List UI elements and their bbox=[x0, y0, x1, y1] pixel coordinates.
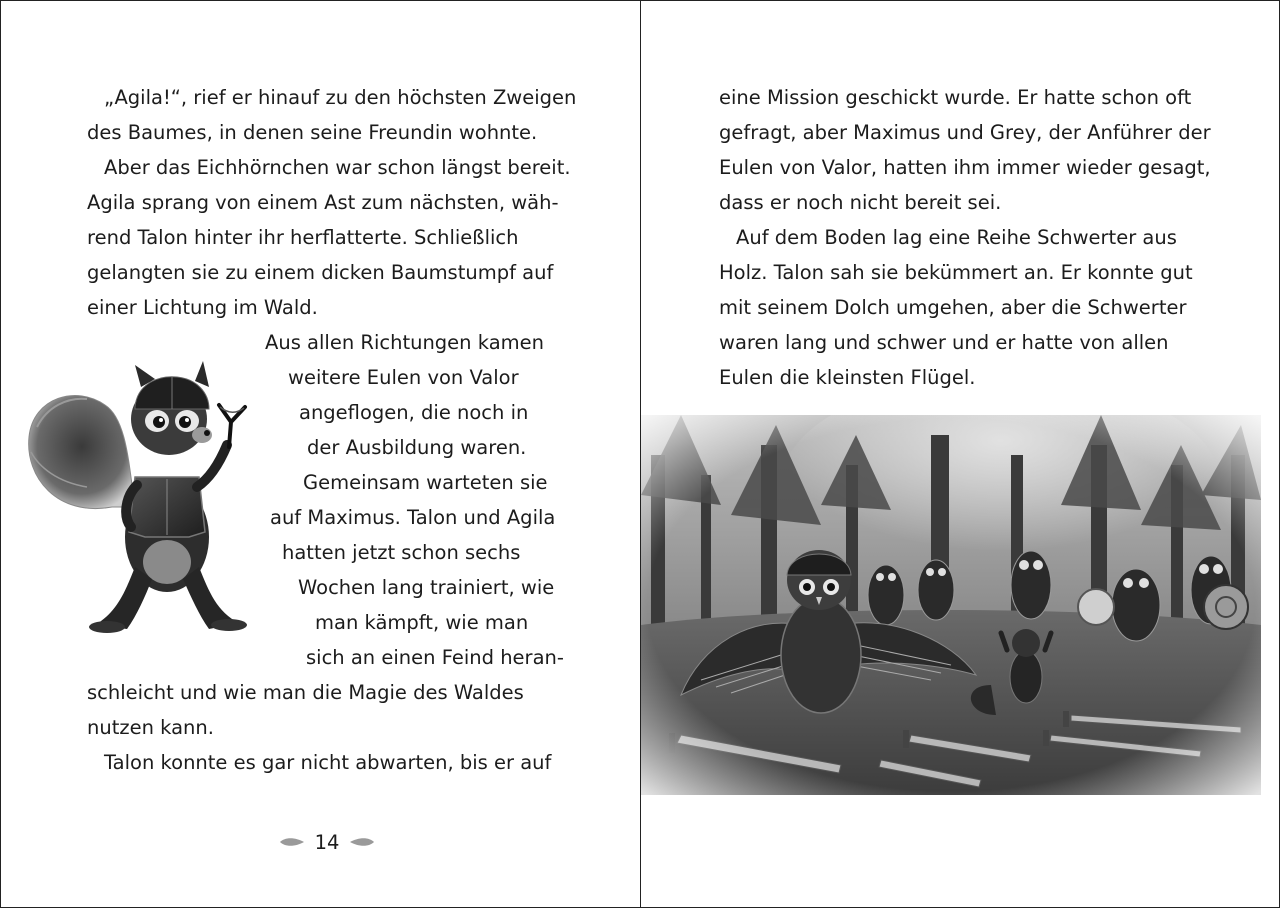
left-line-4: Agila sprang von einem Ast zum nächsten, wäh- bbox=[87, 191, 559, 214]
page-footer bbox=[277, 829, 377, 855]
left-line-18: schleicht und wie man die Magie des Waldes bbox=[87, 681, 524, 704]
right-line-5: Auf dem Boden lag eine Reihe Schwerter aus bbox=[736, 226, 1177, 249]
right-line-6: Holz. Talon sah sie bekümmert an. Er konnte gut bbox=[719, 261, 1193, 284]
right-line-3: Eulen von Valor, hatten ihm immer wieder gesagt, bbox=[719, 156, 1211, 179]
left-line-14: hatten jetzt schon sechs bbox=[282, 541, 521, 564]
right-line-4: dass er noch nicht bereit sei. bbox=[719, 191, 1002, 214]
right-line-8: waren lang und schwer und er hatte von allen bbox=[719, 331, 1169, 354]
left-line-8: Aus allen Richtungen kamen bbox=[265, 331, 544, 354]
owls-training-illustration bbox=[641, 415, 1261, 795]
right-line-1: eine Mission geschickt wurde. Er hatte schon oft bbox=[719, 86, 1192, 109]
left-line-3: Aber das Eichhörnchen war schon längst bereit. bbox=[104, 156, 571, 179]
left-line-16: man kämpft, wie man bbox=[315, 611, 529, 634]
left-line-13: auf Maximus. Talon und Agila bbox=[270, 506, 556, 529]
left-line-15: Wochen lang trainiert, wie bbox=[298, 576, 555, 599]
right-line-9: Eulen die kleinsten Flügel. bbox=[719, 366, 976, 389]
left-line-2: des Baumes, in denen seine Freundin wohnte. bbox=[87, 121, 538, 144]
leaf-ornament-right-icon bbox=[349, 837, 375, 847]
left-line-6: gelangten sie zu einem dicken Baumstumpf auf bbox=[87, 261, 554, 284]
left-line-12: Gemeinsam warteten sie bbox=[303, 471, 548, 494]
left-line-20: Talon konnte es gar nicht abwarten, bis er auf bbox=[104, 751, 552, 774]
left-line-5: rend Talon hinter ihr herflatterte. Schließlich bbox=[87, 226, 519, 249]
left-line-1: „Agila!“, rief er hinauf zu den höchsten Zweigen bbox=[104, 86, 577, 109]
left-line-17: sich an einen Feind heran- bbox=[306, 646, 564, 669]
left-line-9: weitere Eulen von Valor bbox=[288, 366, 519, 389]
leaf-ornament-left-icon bbox=[279, 837, 305, 847]
left-line-11: der Ausbildung waren. bbox=[307, 436, 527, 459]
left-line-7: einer Lichtung im Wald. bbox=[87, 296, 318, 319]
left-line-10: angeflogen, die noch in bbox=[299, 401, 529, 424]
squirrel-illustration bbox=[17, 357, 267, 642]
left-line-19: nutzen kann. bbox=[87, 716, 214, 739]
right-line-2: gefragt, aber Maximus und Grey, der Anführer der bbox=[719, 121, 1211, 144]
right-line-7: mit seinem Dolch umgehen, aber die Schwerter bbox=[719, 296, 1187, 319]
page-number: 14 bbox=[314, 830, 340, 854]
